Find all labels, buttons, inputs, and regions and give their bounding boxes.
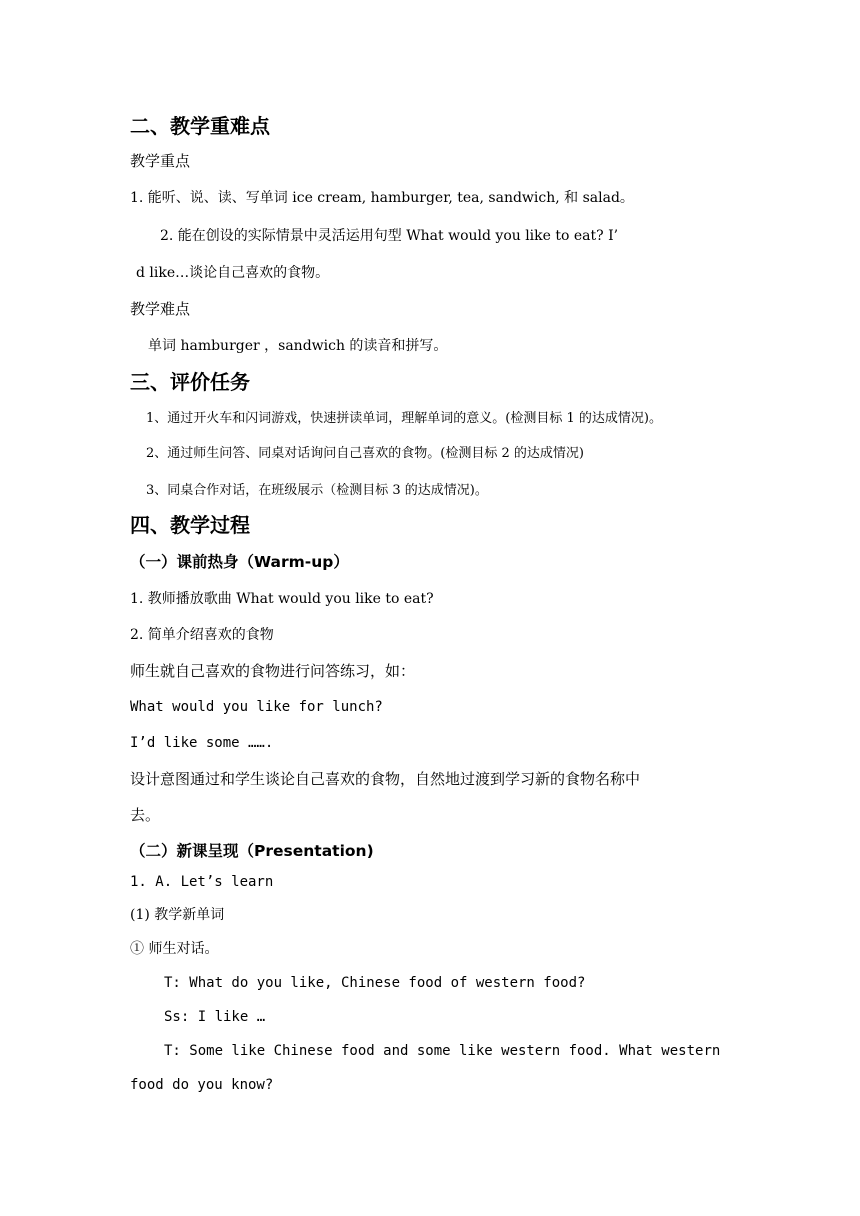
warmup-intent: 设计意图通过和学生谈论自己喜欢的食物，自然地过渡到学习新的食物名称中: [130, 770, 641, 788]
warmup-answer: I’d like some …….: [130, 735, 274, 751]
key-point-item-2: 2. 能在创设的实际情景中灵活运用句型 What would you like to eat? I’: [160, 228, 619, 244]
key-point-item-2-cont: d like…谈论自己喜欢的食物。: [136, 265, 330, 281]
evaluation-task-3: 3、同桌合作对话，在班级展示（检测目标 3 的达成情况)。: [146, 483, 488, 498]
warmup-item-2: 2. 简单介绍喜欢的食物: [130, 627, 274, 643]
presentation-heading: （二）新课呈现（Presentation): [130, 842, 374, 860]
presentation-circle-1: ① 师生对话。: [130, 941, 219, 957]
evaluation-task-2: 2、通过师生问答、同桌对话询问自己喜欢的食物。(检测目标 2 的达成情况): [146, 446, 584, 461]
section-heading-evaluation: 三、评价任务: [130, 370, 250, 394]
key-points-label: 教学重点: [130, 152, 191, 170]
warmup-heading: （一）课前热身（Warm-up）: [130, 553, 349, 571]
presentation-item-1: 1. A. Let’s learn: [130, 874, 274, 890]
difficulty-item: 单词 hamburger ，sandwich 的读音和拼写。: [148, 338, 448, 354]
presentation-sub-1: (1) 教学新单词: [130, 907, 225, 923]
dialogue-teacher-2-cont: food do you know?: [130, 1077, 274, 1093]
warmup-practice: 师生就自己喜欢的食物进行问答练习，如：: [130, 662, 416, 680]
warmup-question: What would you like for lunch?: [130, 699, 383, 715]
dialogue-teacher-2: T: Some like Chinese food and some like western food. What western: [164, 1043, 721, 1059]
section-heading-process: 四、教学过程: [130, 513, 250, 537]
dialogue-teacher-1: T: What do you like, Chinese food of western food?: [164, 975, 586, 991]
warmup-intent-cont: 去。: [130, 806, 161, 824]
section-heading-key-points: 二、教学重难点: [130, 114, 270, 138]
evaluation-task-1: 1、通过开火车和闪词游戏，快速拼读单词，理解单词的意义。(检测目标 1 的达成情况)。: [146, 411, 662, 426]
warmup-item-1: 1. 教师播放歌曲 What would you like to eat?: [130, 591, 434, 607]
difficulty-label: 教学难点: [130, 300, 191, 318]
key-point-item-1: 1. 能听、说、读、写单词 ice cream, hamburger, tea, sandwich, 和 salad。: [130, 190, 634, 206]
dialogue-students-1: Ss: I like …: [164, 1009, 266, 1025]
